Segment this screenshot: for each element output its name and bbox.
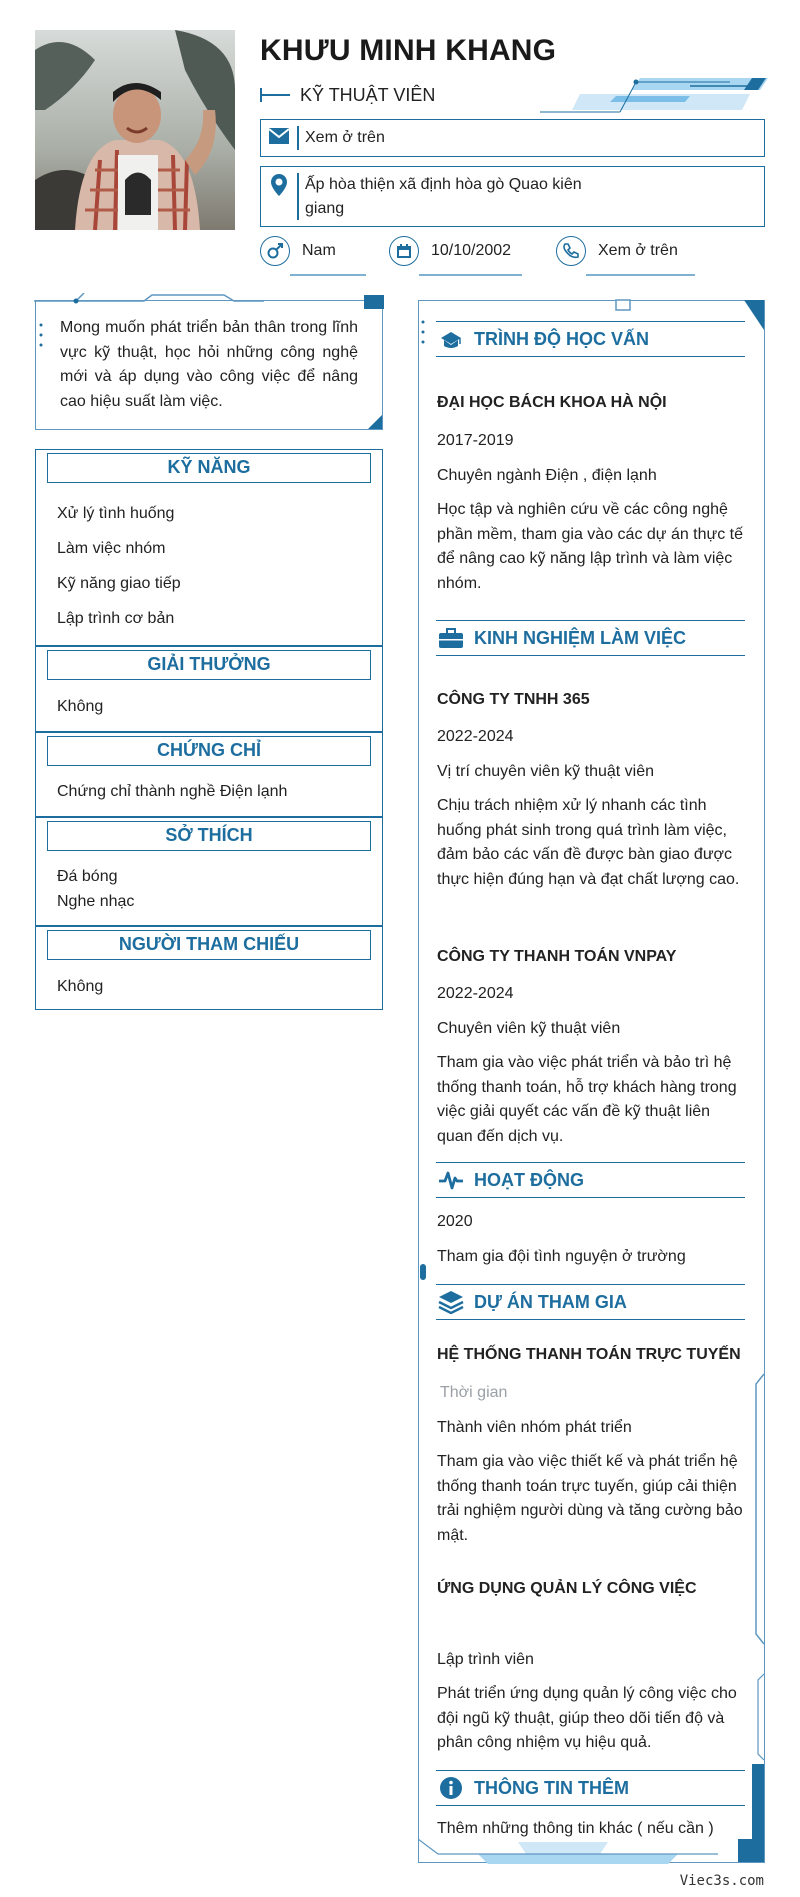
- job-company: CÔNG TY TNHH 365: [437, 691, 590, 708]
- pulse-icon: [436, 1169, 466, 1191]
- skills-section: [35, 449, 383, 646]
- address-field: [260, 166, 765, 227]
- education-major: Chuyên ngành Điện , điện lạnh: [437, 467, 657, 484]
- job-title-marker: [260, 94, 290, 96]
- activities-heading: [436, 1162, 745, 1198]
- job-company: CÔNG TY THANH TOÁN VNPAY: [437, 948, 677, 965]
- gender-value: Nam: [302, 242, 336, 259]
- location-pin-icon: [261, 167, 297, 197]
- references-section: [35, 926, 383, 1010]
- email-field: [260, 119, 765, 157]
- briefcase-icon: [436, 627, 466, 649]
- watermark: Viec3s.com: [679, 1873, 764, 1889]
- job-position: Vị trí chuyên viên kỹ thuật viên: [437, 763, 654, 780]
- job-period: 2022-2024: [437, 728, 514, 745]
- gender-icon: [260, 236, 290, 266]
- education-period: 2017-2019: [437, 432, 514, 449]
- gender-info: [260, 236, 336, 266]
- references-heading: NGƯỜI THAM CHIẾU: [47, 930, 371, 960]
- birthdate-value: 10/10/2002: [431, 242, 512, 259]
- skill-item: Làm việc nhóm: [57, 540, 166, 557]
- additional-title: THÔNG TIN THÊM: [474, 1777, 629, 1798]
- hobby-item: Nghe nhạc: [57, 893, 135, 910]
- additional-text: Thêm những thông tin khác ( nếu cần ): [437, 1820, 714, 1837]
- header-decoration: [540, 72, 770, 114]
- address-value: Ấp hòa thiện xã định hòa gò Quao kiên giang: [305, 176, 582, 217]
- candidate-name: KHƯU MINH KHANG: [260, 34, 557, 67]
- project-time-placeholder: Thời gian: [440, 1384, 508, 1401]
- certificates-heading: CHỨNG CHỈ: [47, 736, 371, 766]
- education-description: Học tập và nghiên cứu về các công nghệ phần mềm, tham gia vào các dự án thực tế để nâng cao kỹ năng lập trình và làm việc nhóm.: [437, 501, 744, 592]
- certificates-section: [35, 732, 383, 817]
- phone-icon: [556, 236, 586, 266]
- phone-value: Xem ở trên: [598, 242, 678, 259]
- certificates-text: Chứng chỉ thành nghề Điện lạnh: [57, 783, 288, 800]
- awards-heading: GIẢI THƯỞNG: [47, 650, 371, 680]
- activity-year: 2020: [437, 1213, 473, 1230]
- calendar-icon: [389, 236, 419, 266]
- graduation-cap-icon: [436, 328, 466, 350]
- envelope-icon: [261, 120, 297, 145]
- references-text: Không: [57, 978, 104, 995]
- job-position: Chuyên viên kỹ thuật viên: [437, 1020, 621, 1037]
- job-period: 2022-2024: [437, 985, 514, 1002]
- job-description: Chịu trách nhiệm xử lý nhanh các tình huống phát sinh trong quá trình làm việc, đảm bảo các vấn đề được bàn giao được thực hiện đúng hạn và đạt chất lượng cao.: [437, 797, 740, 888]
- job-title-row: [260, 84, 435, 106]
- skill-item: Xử lý tình huống: [57, 505, 175, 522]
- awards-section: [35, 646, 383, 732]
- project-role: Lập trình viên: [437, 1651, 534, 1668]
- education-title: TRÌNH ĐỘ HỌC VẤN: [474, 328, 649, 349]
- awards-text: Không: [57, 698, 104, 715]
- project-description: Tham gia vào việc thiết kế và phát triển hệ thống thanh toán trực tuyến, giúp cải thiện trải nghiệm người dùng và tăng cường bảo mật.: [437, 1453, 743, 1544]
- project-role: Thành viên nhóm phát triển: [437, 1419, 632, 1436]
- skill-item: Kỹ năng giao tiếp: [57, 575, 181, 592]
- hobbies-section: [35, 817, 383, 926]
- hobbies-heading: SỞ THÍCH: [47, 821, 371, 851]
- skills-heading: KỸ NĂNG: [47, 453, 371, 483]
- email-value: Xem ở trên: [305, 129, 385, 146]
- avatar: [35, 30, 235, 230]
- job-description: Tham gia vào việc phát triển và bảo trì hệ thống thanh toán, hỗ trợ khách hàng trong việc giải quyết các vấn đề kỹ thuật liên quan đến dịch vụ.: [437, 1054, 737, 1145]
- phone-info: [556, 236, 678, 266]
- activities-title: HOẠT ĐỘNG: [474, 1169, 584, 1190]
- projects-title: DỰ ÁN THAM GIA: [474, 1291, 627, 1312]
- activity-description: Tham gia đội tình nguyện ở trường: [437, 1248, 686, 1265]
- additional-heading: [436, 1770, 745, 1806]
- project-name: HỆ THỐNG THANH TOÁN TRỰC TUYẾN: [437, 1346, 741, 1363]
- info-icon: [436, 1776, 466, 1800]
- layers-icon: [436, 1290, 466, 1314]
- career-objective: [35, 300, 383, 430]
- skill-item: Lập trình cơ bản: [57, 610, 175, 627]
- objective-text: Mong muốn phát triển bản thân trong lĩnh vực kỹ thuật, học hỏi những công nghệ mới và áp dụng vào công việc để nâng cao hiệu suất làm việc.: [60, 319, 358, 410]
- education-heading: [436, 321, 745, 357]
- birthdate-info: [389, 236, 511, 266]
- project-description: Phát triển ứng dụng quản lý công việc cho đội ngũ kỹ thuật, giúp theo dõi tiến độ và phân công nhiệm vụ hiệu quả.: [437, 1685, 737, 1751]
- hobby-item: Đá bóng: [57, 868, 118, 885]
- education-school: ĐẠI HỌC BÁCH KHOA HÀ NỘI: [437, 394, 667, 411]
- projects-heading: [436, 1284, 745, 1320]
- project-name: ỨNG DỤNG QUẢN LÝ CÔNG VIỆC: [437, 1580, 697, 1597]
- experience-title: KINH NGHIỆM LÀM VIỆC: [474, 627, 687, 648]
- experience-heading: [436, 620, 745, 656]
- job-title: KỸ THUẬT VIÊN: [300, 84, 436, 105]
